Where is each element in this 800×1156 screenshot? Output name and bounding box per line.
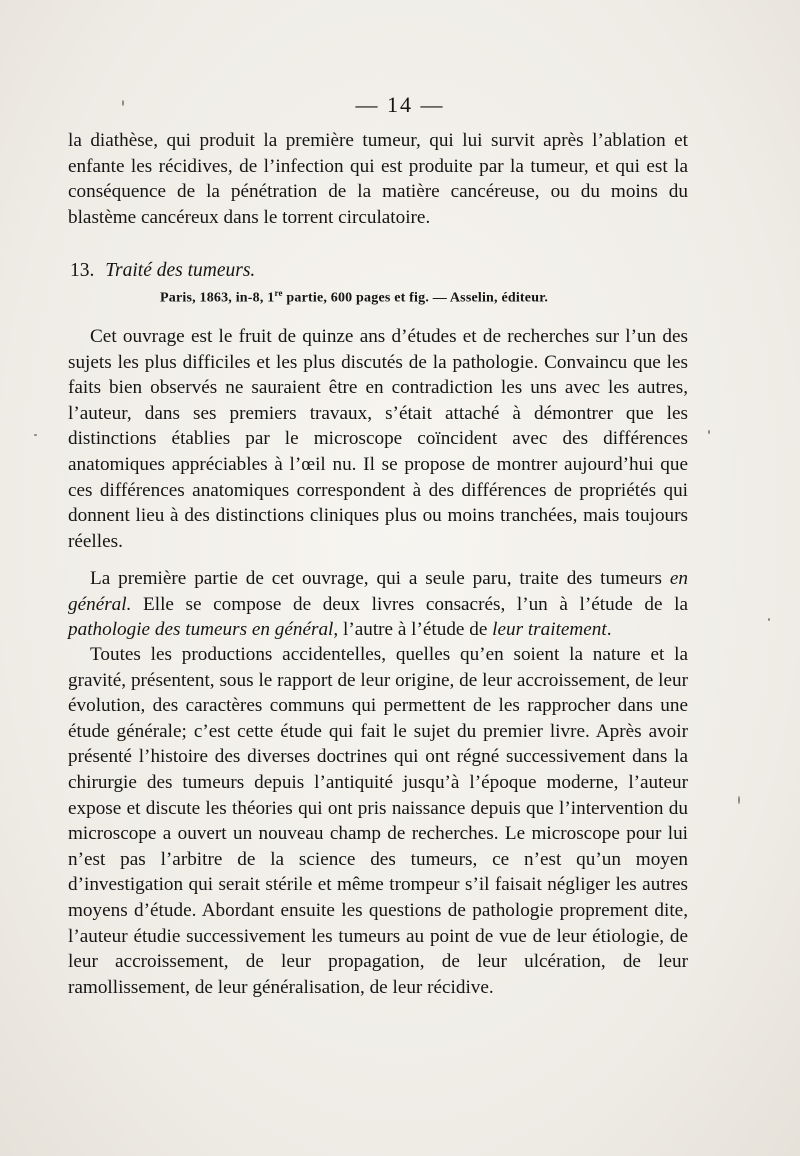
paragraph-structure: [68, 566, 688, 643]
paragraph-text: [68, 566, 688, 643]
publication-info-sup: re: [274, 288, 283, 298]
text-run: , l’autre à l’étude de: [333, 619, 493, 641]
publication-info-a: Paris, 1863, in-8, 1: [160, 290, 275, 306]
text-run: La première partie de cet ouvrage, qui a seule paru, traite des tumeurs: [90, 568, 670, 589]
publication-info: [160, 288, 548, 307]
paragraph-intro: [68, 324, 688, 554]
italic-run: en général.: [68, 568, 688, 615]
paragraph-first-book: [68, 642, 688, 1000]
paragraph-text: la diathèse, qui produit la première tumeur, qui lui survit après l’ablation et enfante les récidives, de l’infection qui est produite par la tumeur, et qui est la conséquence de la pénétration de la matière cancéreuse, ou du moins du blastème cancéreux dans le torrent circulatoire.: [68, 130, 688, 228]
section-number: 13.: [70, 260, 95, 281]
text-run: .: [606, 619, 612, 641]
page-number: — 14 —: [355, 92, 445, 117]
paper-speck: [738, 796, 740, 804]
italic-run: pathologie des tumeurs en général: [68, 619, 334, 641]
paper-speck: [708, 430, 710, 434]
text-run: Elle se compose de deux livres consacrés, l’un à l’étude de la: [131, 593, 688, 615]
section-heading: [70, 260, 690, 282]
paper-speck: [768, 618, 770, 621]
paper-speck: [34, 434, 37, 436]
publication-info-b: partie, 600 pages et fig. — Asselin, éditeur.: [282, 290, 549, 306]
paragraph-continuation: [68, 128, 688, 230]
italic-run: leur traitement: [492, 619, 607, 641]
paper-speck: [122, 100, 124, 106]
section-title: Traité des tumeurs.: [105, 260, 256, 281]
paragraph-text: Toutes les productions accidentelles, quelles qu’en soient la nature et la gravité, présentent, sous le rapport de leur origine, de leur accroissement, de leur évolution, des caractères communs qui permettent de les rapprocher dans une étude générale; c’est cette étude qui fait le sujet du premier livre. Après avoir présenté l’histoire des diverses doctrines qui ont régné successivement dans la chirurgie des tumeurs depuis l’antiquité jusqu’à l’époque moderne, l’auteur expose et discute les théories qui ont pris naissance depuis que l’intervention du microscope a ouvert un nouveau champ de recherches. Le microscope pour lui n’est pas l’arbitre de la science des tumeurs, ce n’est qu’un moyen d’investigation qui serait stérile et même trompeur s’il faisait négliger les autres moyens d’étude. Abordant ensuite les questions de pathologie proprement dite, l’auteur étudie successivement les tumeurs au point de vue de leur étiologie, de leur accroissement, de leur propagation, de leur ulcération, de leur ramollissement, de leur généralisation, de leur récidive.: [68, 644, 688, 998]
paragraph-text: Cet ouvrage est le fruit de quinze ans d’études et de recherches sur l’un des sujets les plus difficiles et les plus discutés de la pathologie. Convaincu que les faits bien observés ne sauraient être en contradiction les uns avec les autres, l’auteur, dans ses premiers travaux, s’était attaché à démontrer que les distinctions établies par le microscope coïncident avec des différences anatomiques appréciables à l’œil nu. Il se propose de montrer aujourd’hui que ces différences anatomiques correspondent à des différences de propriétés qui donnent lieu à des distinctions cliniques plus ou moins tranchées, mais toujours réelles.: [68, 326, 688, 552]
